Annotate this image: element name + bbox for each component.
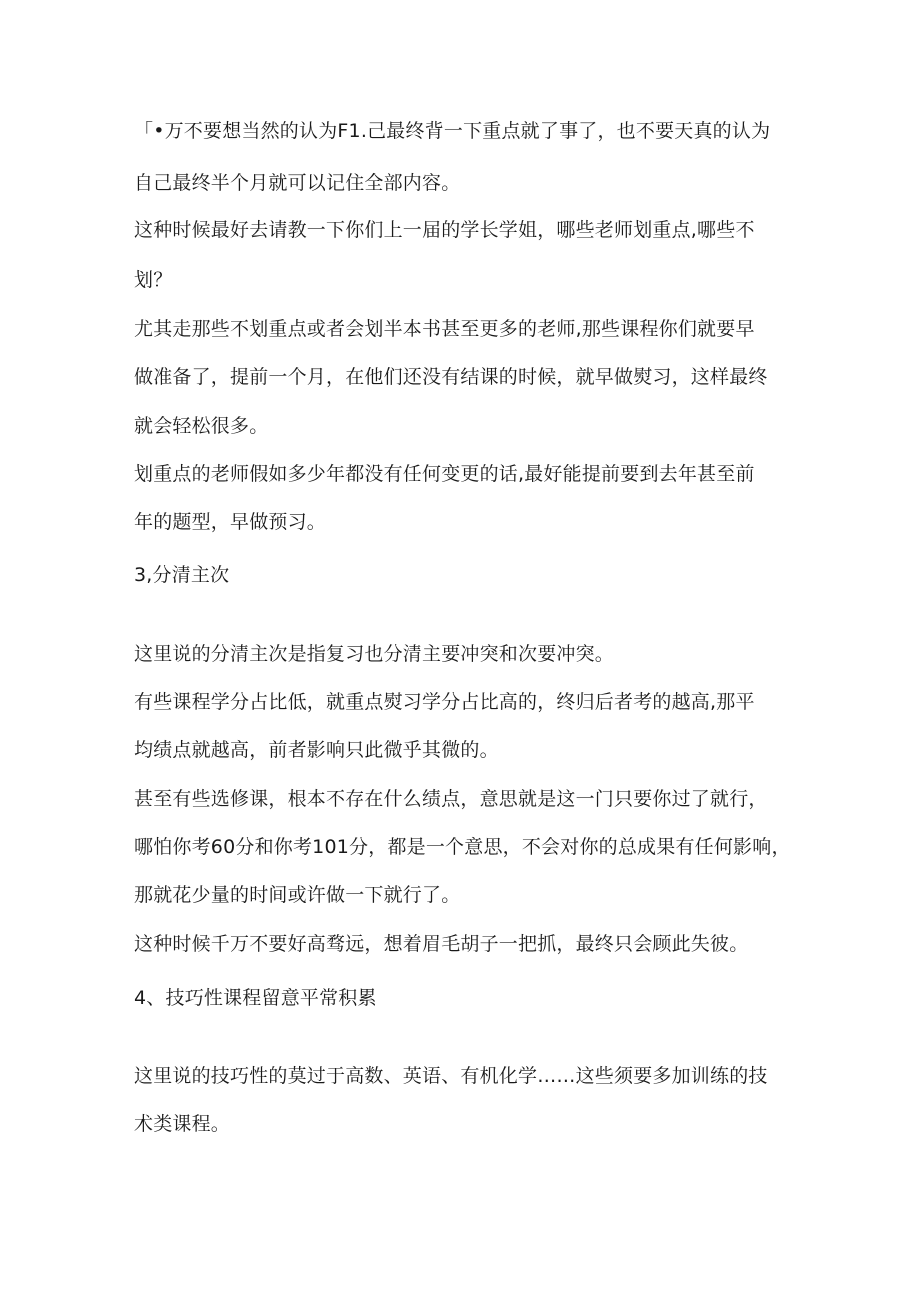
paragraph-line: 这种时候千万不要好高骛远，想着眉毛胡子一把抓，最终只会顾此失彼。	[134, 933, 749, 955]
paragraph-line: 自己最终半个月就可以记住全部内容。	[134, 172, 461, 194]
paragraph-line: 年的题型，早做预习。	[134, 511, 327, 533]
paragraph-line: 这里说的技巧性的莫过于高数、英语、有机化学……这些须要多加训练的技	[134, 1065, 768, 1087]
paragraph-line: 这里说的分清主次是指复习也分清主要冲突和次要冲突。	[134, 643, 615, 665]
paragraph-line: 甚至有些选修课，根本不存在什么绩点，意思就是这一门只要你过了就行，	[134, 788, 768, 810]
section-heading: 3,分清主次	[134, 564, 230, 586]
paragraph-line: 这种时候最好去请教一下你们上一届的学长学姐，哪些老师划重点,哪些不	[134, 219, 755, 241]
section-heading: 4、技巧性课程留意平常积累	[134, 987, 377, 1009]
paragraph-line: 就会轻松很多。	[134, 415, 269, 437]
paragraph-line: 那就花少量的时间或许做一下就行了。	[134, 884, 461, 906]
paragraph-line: 均绩点就越高，前者影响只此微乎其微的。	[134, 739, 499, 761]
paragraph-line: 有些课程学分占比低，就重点熨习学分占比高的，终归后者考的越高,那平	[134, 691, 755, 713]
paragraph-line: 「•万不要想当然的认为F1.己最终背一下重点就了事了，也不要天真的认为	[134, 120, 771, 142]
paragraph-line: 做准备了，提前一个月，在他们还没有结课的时候，就早做熨习，这样最终	[134, 366, 768, 388]
paragraph-line: 哪怕你考60分和你考101分，都是一个意思，不会对你的总成果有任何影响，	[134, 836, 791, 858]
paragraph-line: 划？	[134, 269, 173, 291]
paragraph-line: 尤其走那些不划重点或者会划半本书甚至更多的老师,那些课程你们就要早	[134, 318, 755, 340]
paragraph-line: 划重点的老师假如多少年都没有任何变更的话,最好能提前要到去年甚至前	[134, 463, 755, 485]
paragraph-line: 术类课程。	[134, 1113, 231, 1135]
